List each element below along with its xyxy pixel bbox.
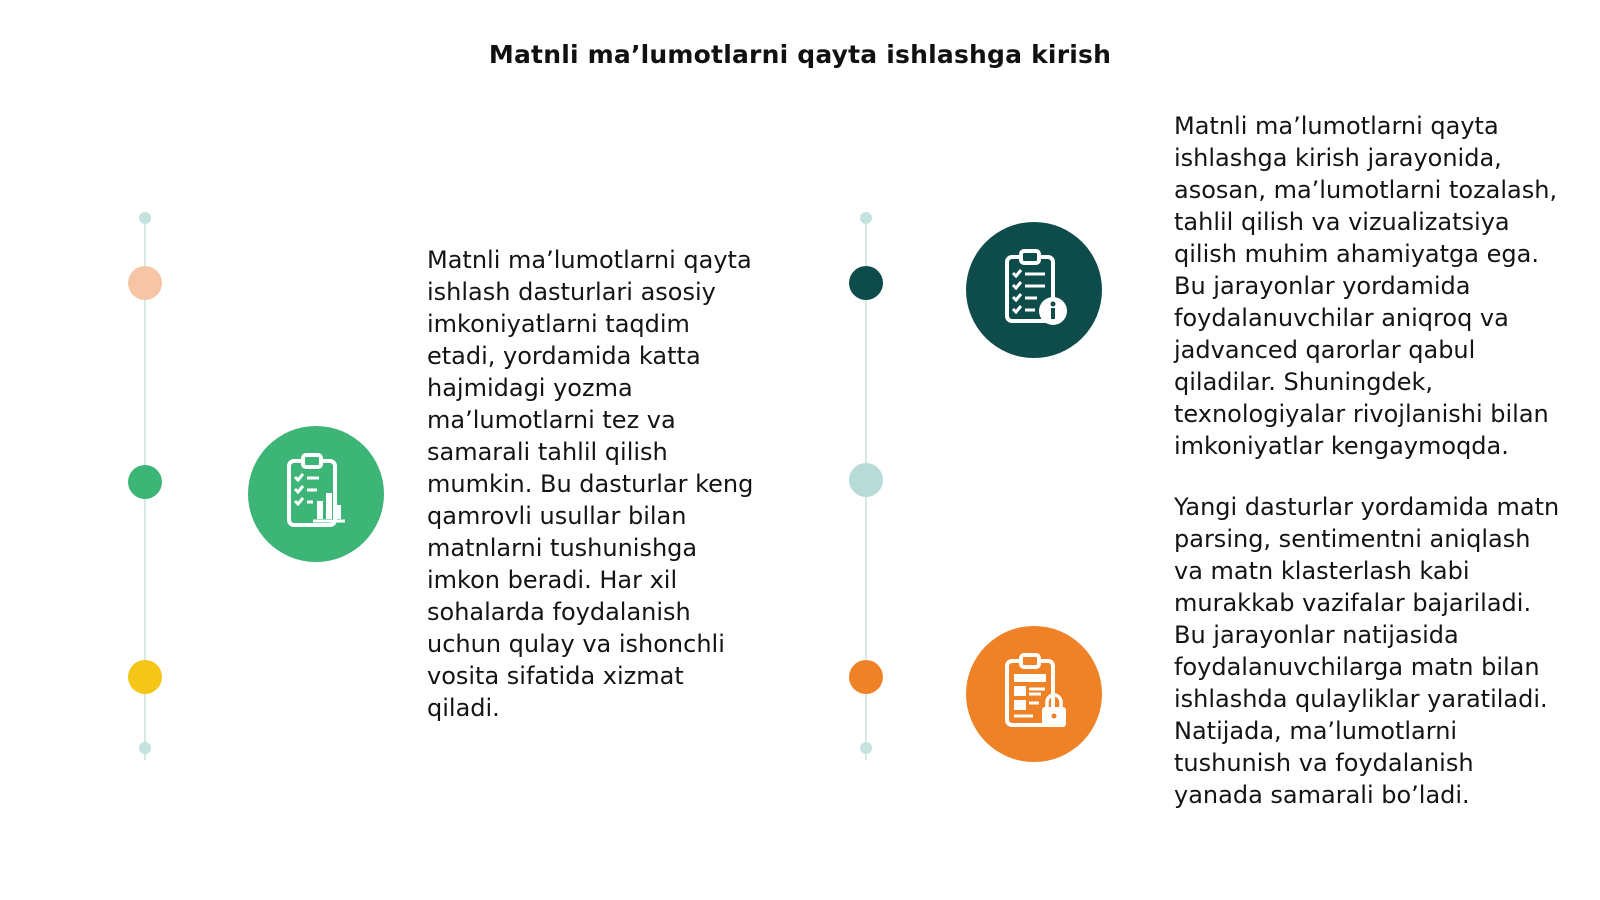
clipboard-info-icon	[966, 222, 1102, 358]
timeline-marker-green	[128, 465, 162, 499]
clipboard-chart-icon	[248, 426, 384, 562]
timeline-start-dot	[139, 212, 151, 224]
right-bottom-description: Yangi dasturlar yordamida matn parsing, sentimentni aniqlash va matn klasterlash kabi murakkab vazifalar bajariladi. Bu jarayonlar natijasida foydalanuvchilarga matn bilan ishlashda qulayliklar yaratiladi. Natijada, ma’lumotlarni tushunish va foydalanish yanada samarali bo’ladi.	[1174, 493, 1560, 809]
timeline-marker-dark-teal	[849, 266, 883, 300]
timeline-start-dot	[860, 212, 872, 224]
timeline-left	[135, 212, 155, 768]
timeline-end-dot	[860, 742, 872, 754]
right-top-description: Matnli ma’lumotlarni qayta ishlashga kirish jarayonida, asosan, ma’lumotlarni tozalash, tahlil qilish va vizualizatsiya qilish muhim ahamiyatga ega. Bu jarayonlar yordamida foydalanuvchilar aniqroq va jadvanced qarorlar qabul qiladilar. Shuningdek, texnologiyalar rivojlanishi bilan imkoniyatlar kengaymoqda.	[1174, 112, 1558, 460]
slide-title: Matnli ma’lumotlarni qayta ishlashga kirish	[488, 40, 1112, 69]
clipboard-lock-glyph	[991, 651, 1077, 737]
timeline-right	[856, 212, 876, 768]
timeline-marker-orange	[849, 660, 883, 694]
timeline-marker-light-teal	[849, 463, 883, 497]
timeline-end-dot	[139, 742, 151, 754]
timeline-marker-peach	[128, 266, 162, 300]
left-description: Matnli ma’lumotlarni qayta ishlash dasturlari asosiy imkoniyatlarni taqdim etadi, yordamida katta hajmidagi yozma ma’lumotlarni tez va samarali tahlil qilish mumkin. Bu dasturlar keng qamrovli usullar bilan matnlarni tushunishga imkon beradi. Har xil sohalarda foydalanish uchun qulay va ishonchli vosita sifatida xizmat qiladi.	[427, 246, 754, 722]
clipboard-info-glyph	[991, 247, 1077, 333]
clipboard-chart-glyph	[273, 451, 359, 537]
timeline-marker-yellow	[128, 660, 162, 694]
clipboard-lock-icon	[966, 626, 1102, 762]
